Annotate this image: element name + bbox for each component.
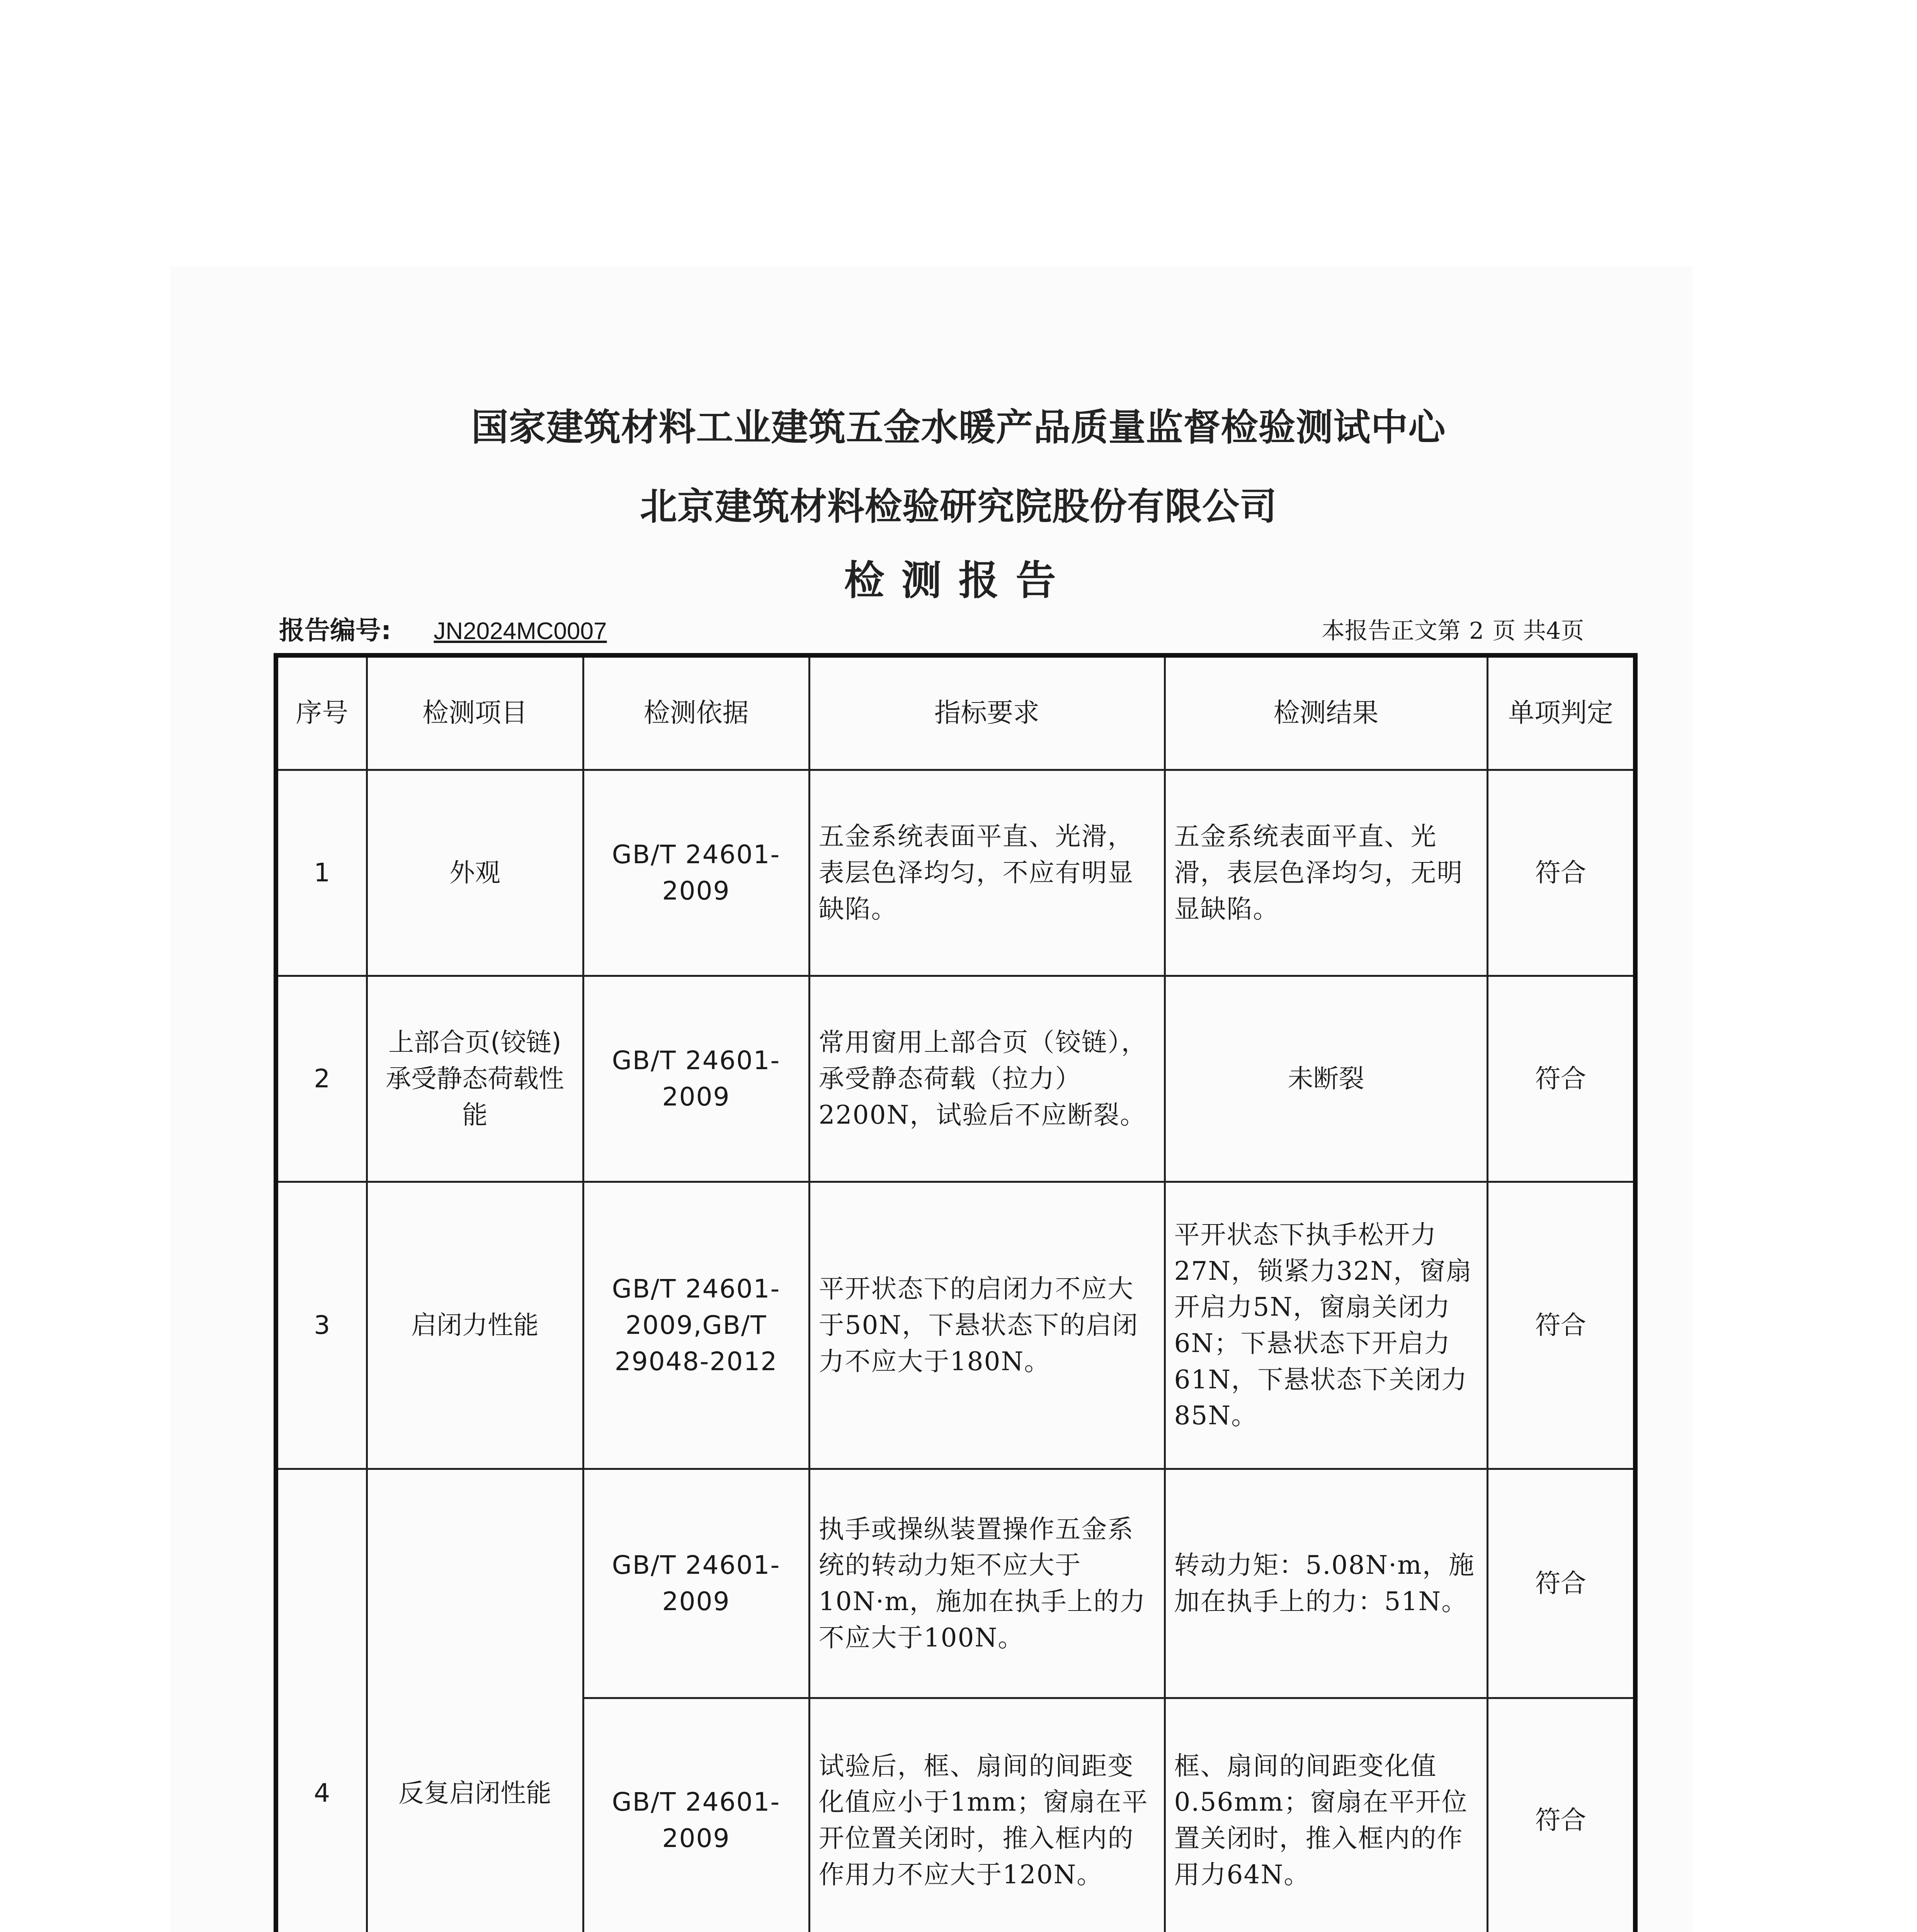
header-requirement: 指标要求: [809, 655, 1165, 770]
cell-result: 框、扇间的间距变化值0.56mm；窗扇在平开位置关闭时，推入框内的作用力64N。: [1165, 1698, 1487, 1932]
cell-result: 平开状态下执手松开力27N，锁紧力32N，窗扇开启力5N，窗扇关闭力6N；下悬状态下开启力61N，下悬状态下关闭力85N。: [1165, 1182, 1487, 1469]
cell-requirement: 常用窗用上部合页（铰链），承受静态荷载（拉力）2200N，试验后不应断裂。: [809, 976, 1165, 1182]
table-header-row: [276, 655, 1635, 770]
cell-item: 外观: [367, 770, 583, 976]
cell-requirement: 五金系统表面平直、光滑，表层色泽均匀，不应有明显缺陷。: [809, 770, 1165, 976]
cell-basis: GB/T 24601-2009: [583, 1698, 809, 1932]
report-number-value: JN2024MC0007: [434, 618, 607, 645]
organization-name-2: 北京建筑材料检验研究院股份有限公司: [640, 485, 1277, 528]
cell-no: 4: [276, 1469, 367, 1932]
cell-item: 上部合页(铰链)承受静态荷载性能: [367, 976, 583, 1182]
table-row: [276, 1469, 1635, 1698]
cell-requirement: 平开状态下的启闭力不应大于50N，下悬状态下的启闭力不应大于180N。: [809, 1182, 1165, 1469]
header-verdict: 单项判定: [1487, 655, 1635, 770]
organization-name-1: 国家建筑材料工业建筑五金水暖产品质量监督检验测试中心: [471, 406, 1446, 449]
cell-requirement: 试验后，框、扇间的间距变化值应小于1mm；窗扇在平开位置关闭时，推入框内的作用力不应大于120N。: [809, 1698, 1165, 1932]
cell-result: 未断裂: [1165, 976, 1487, 1182]
cell-item: 启闭力性能: [367, 1182, 583, 1469]
cell-basis: GB/T 24601-2009,GB/T 29048-2012: [583, 1182, 809, 1469]
cell-item: 反复启闭性能: [367, 1469, 583, 1932]
cell-basis: GB/T 24601-2009: [583, 1469, 809, 1698]
header-result: 检测结果: [1165, 655, 1487, 770]
table-row: [276, 770, 1635, 976]
page-indicator: [1322, 612, 1584, 646]
cell-no: 1: [276, 770, 367, 976]
test-results-table: [274, 653, 1638, 1932]
page-prefix: 本报告正文第: [1322, 617, 1461, 645]
header-no: 序号: [276, 655, 367, 770]
table-row: [276, 1182, 1635, 1469]
report-number-label: 报告编号:: [279, 616, 391, 645]
cell-no: 3: [276, 1182, 367, 1469]
cell-verdict: 符合: [1487, 1698, 1635, 1932]
cell-no: 2: [276, 976, 367, 1182]
header-basis: 检测依据: [583, 655, 809, 770]
report-number: [279, 610, 607, 646]
page-current: 2: [1469, 617, 1484, 645]
page-mid: 页: [1492, 617, 1516, 645]
cell-basis: GB/T 24601-2009: [583, 770, 809, 976]
table-row: [276, 976, 1635, 1182]
cell-verdict: 符合: [1487, 1469, 1635, 1698]
cell-verdict: 符合: [1487, 976, 1635, 1182]
document-title: 检测报告: [844, 557, 1073, 604]
cell-basis: GB/T 24601-2009: [583, 976, 809, 1182]
cell-requirement: 执手或操纵装置操作五金系统的转动力矩不应大于10N·m，施加在执手上的力不应大于100N。: [809, 1469, 1165, 1698]
cell-verdict: 符合: [1487, 770, 1635, 976]
page-total: 共4页: [1523, 617, 1584, 645]
header-item: 检测项目: [367, 655, 583, 770]
cell-result: 转动力矩：5.08N·m，施加在执手上的力：51N。: [1165, 1469, 1487, 1698]
cell-verdict: 符合: [1487, 1182, 1635, 1469]
cell-result: 五金系统表面平直、光滑，表层色泽均匀，无明显缺陷。: [1165, 770, 1487, 976]
